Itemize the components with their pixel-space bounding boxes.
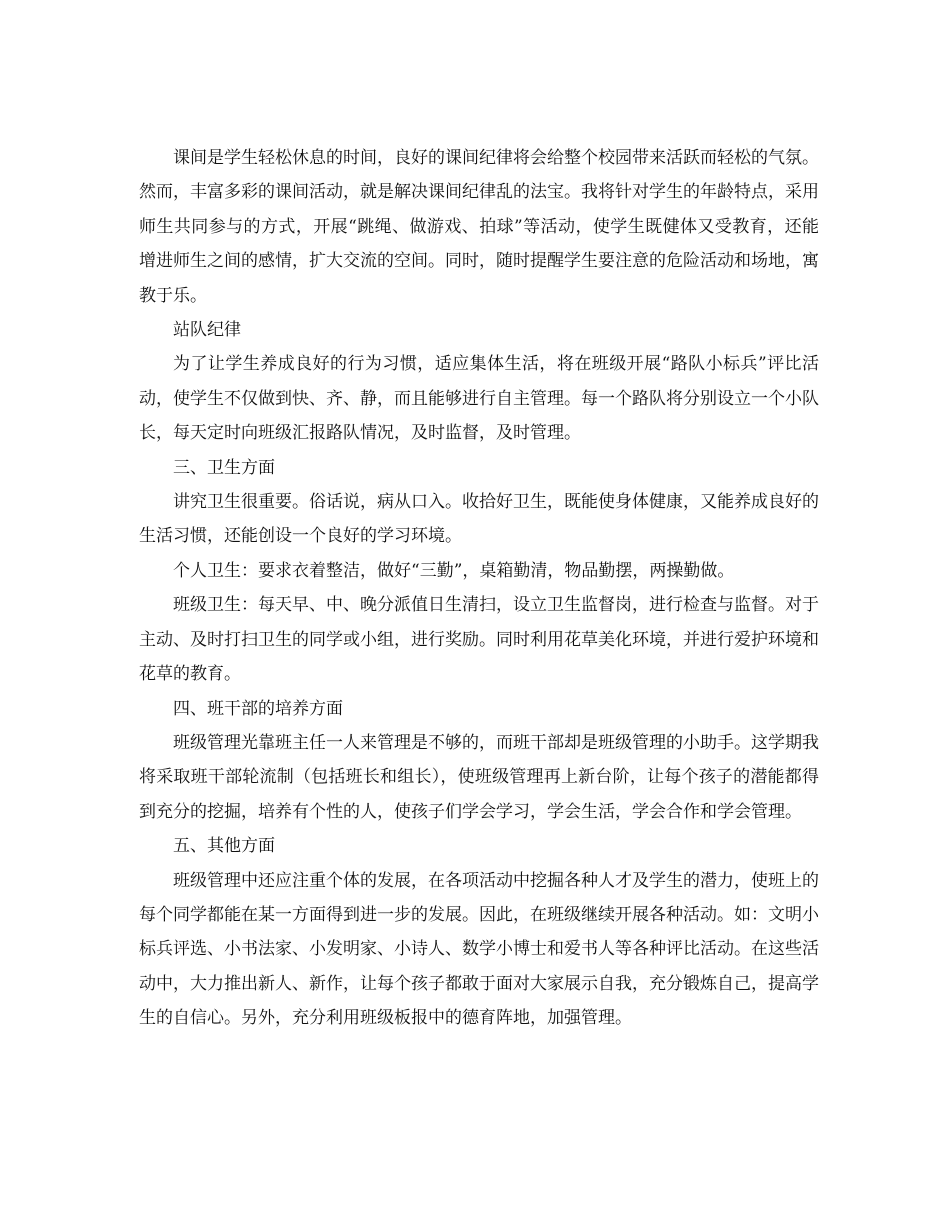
paragraph-class-hygiene: 班级卫生：每天早、中、晚分派值日生清扫，设立卫生监督岗，进行检查与监督。对于主动、及时打扫卫生的同学或小组，进行奖励。同时利用花草美化环境，并进行爱护环境和花草的教育。 bbox=[139, 595, 819, 685]
paragraph-queue-discipline: 为了让学生养成良好的行为习惯，适应集体生活，将在班级开展“路队小标兵”评比活动，使学生不仅做到快、齐、静，而且能够进行自主管理。每一个路队将分别设立一个小队长，每天定时向班级汇报路队情况，及时监督，及时管理。 bbox=[139, 354, 819, 444]
paragraph-other-aspects: 班级管理中还应注重个体的发展，在各项活动中挖掘各种人才及学生的潜力，使班上的每个同学都能在某一方面得到进一步的发展。因此，在班级继续开展各种活动。如：文明小标兵评选、小书法家、小发明家、小诗人、数学小博士和爱书人等各种评比活动。在这些活动中，大力推出新人、新作，让每个孩子都敢于面对大家展示自我，充分锻炼自己，提高学生的自信心。另外，充分利用班级板报中的德育阵地，加强管理。 bbox=[139, 870, 819, 1029]
paragraph-recess-activities: 课间是学生轻松休息的时间，良好的课间纪律将会给整个校园带来活跃而轻松的气氛。然而，丰富多彩的课间活动，就是解决课间纪律乱的法宝。我将针对学生的年龄特点，采用师生共同参与的方式，开展“跳绳、做游戏、拍球”等活动，使学生既健体又受教育，还能增进师生之间的感情，扩大交流的空间。同时，随时提醒学生要注意的危险活动和场地，寓教于乐。 bbox=[139, 148, 819, 306]
heading-queue-discipline: 站队纪律 bbox=[173, 320, 241, 341]
heading-hygiene: 三、卫生方面 bbox=[173, 457, 275, 478]
document-body bbox=[139, 141, 819, 1036]
heading-class-cadres: 四、班干部的培养方面 bbox=[173, 698, 343, 719]
paragraph-hygiene-importance: 讲究卫生很重要。俗话说，病从口入。收拾好卫生，既能使身体健康，又能养成良好的生活习惯，还能创设一个良好的学习环境。 bbox=[139, 492, 819, 547]
heading-other-aspects: 五、其他方面 bbox=[173, 836, 275, 857]
paragraph-class-cadres: 班级管理光靠班主任一人来管理是不够的，而班干部却是班级管理的小助手。这学期我将采取班干部轮流制（包括班长和组长），使班级管理再上新台阶，让每个孩子的潜能都得到充分的挖掘，培养有个性的人，使孩子们学会学习，学会生活，学会合作和学会管理。 bbox=[139, 732, 819, 822]
paragraph-personal-hygiene: 个人卫生：要求衣着整洁，做好“三勤”，桌箱勤清，物品勤摆，两操勤做。 bbox=[173, 560, 735, 581]
